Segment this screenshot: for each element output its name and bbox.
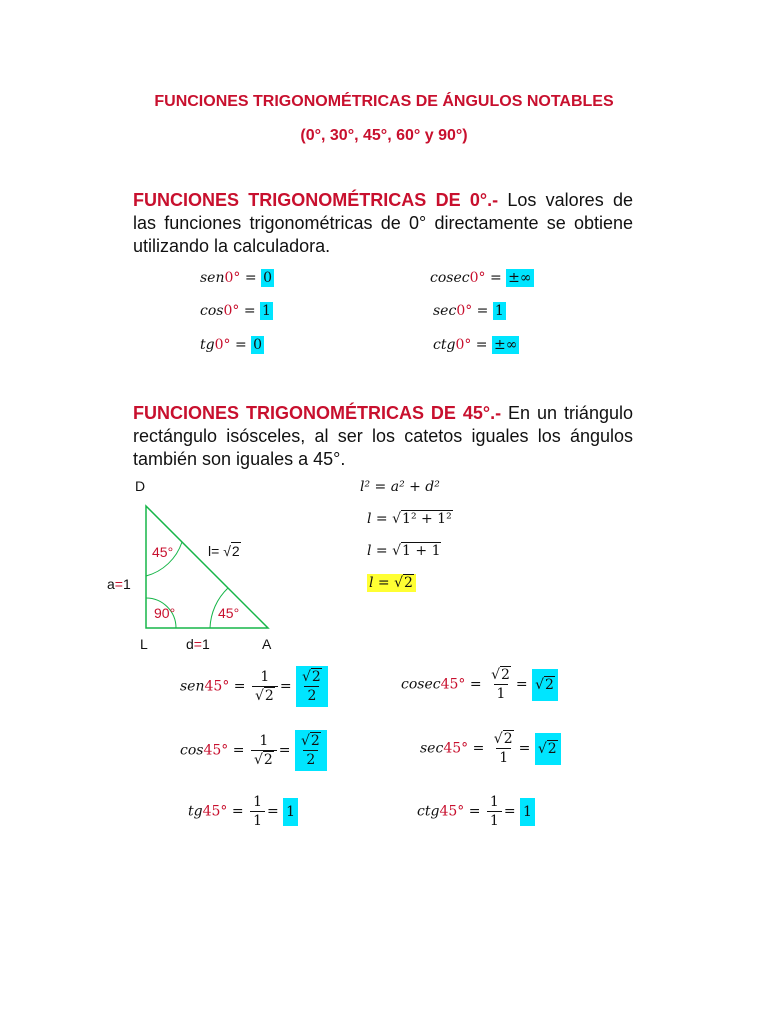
value: 0 (253, 337, 263, 353)
formula-cos45: cos45° = $\frac{1}{√2}$ = $\frac{√2}{2}$ (180, 730, 327, 771)
numerator: 1 (253, 794, 262, 810)
angle: 0° (224, 270, 241, 286)
angle: 45° (440, 676, 466, 693)
formula-sen45: sen45° = $\frac{1}{√2}$ = $\frac{√2}{2}$ (180, 666, 328, 707)
result-denominator: 2 (303, 750, 318, 769)
section-0-paragraph (133, 189, 633, 258)
fn-name: sec (420, 740, 444, 757)
hyp-sqrt: √2 (223, 543, 240, 559)
angle-top-label: 45° (152, 544, 174, 560)
angle: 45° (443, 740, 469, 757)
fn-name: cos (180, 742, 204, 759)
result-denominator: 2 (304, 686, 319, 705)
result-numerator-radicand: 2 (311, 669, 321, 685)
value: ±∞ (508, 270, 532, 286)
formula-tg0: tg0° = 0 (200, 337, 263, 353)
fn-name: cosec (430, 270, 470, 286)
fn-name: sen (180, 678, 205, 695)
fraction: $\frac{1}{√2}$ (251, 732, 277, 769)
vertex-a-label: A (262, 636, 272, 652)
page-subtitle: (0°, 30°, 45°, 60° y 90°) (300, 127, 468, 144)
result-box: √2 (532, 669, 558, 701)
fn-name: tg (200, 337, 215, 353)
denominator: 1 (496, 748, 511, 767)
lhs: l = (367, 543, 393, 559)
hyp-radicand: 2 (231, 543, 240, 559)
radicand: 1² + 1² (402, 511, 452, 527)
result-radicand: 2 (545, 676, 554, 693)
denominator-radicand: 2 (264, 688, 274, 704)
value: 0 (263, 270, 272, 286)
numerator: 1 (489, 794, 499, 810)
angle: 0° (469, 270, 486, 286)
page-title: FUNCIONES TRIGONOMÉTRICAS DE ÁNGULOS NOTABLES (154, 93, 614, 110)
vertex-d-label: D (135, 478, 146, 494)
angle: 0° (214, 337, 231, 353)
numerator: 1 (259, 733, 269, 749)
denominator: 1 (250, 811, 265, 830)
fraction (250, 793, 265, 830)
formula-cosec0: cosec0° = ±∞ (430, 270, 532, 286)
formula-ctg0: ctg0° = ±∞ (433, 337, 518, 353)
section-45-heading: FUNCIONES TRIGONOMÉTRICAS DE 45°.- (133, 403, 502, 423)
leg-a-name: a (107, 576, 115, 592)
section-0-heading: FUNCIONES TRIGONOMÉTRICAS DE 0°.- (133, 190, 499, 210)
denominator-radicand: 2 (263, 752, 273, 768)
denominator: 1 (487, 811, 502, 830)
result-box: √2 (535, 733, 561, 765)
pythag-line-3: l = √1 + 1 (367, 543, 441, 559)
fn-name: sec (433, 303, 457, 319)
angle-right-label: 45° (218, 605, 240, 621)
numerator-radicand: 2 (503, 731, 513, 747)
fraction: $\frac{√2}{1}$ (491, 667, 510, 702)
lhs: l = (369, 575, 395, 591)
fn-name: sen (200, 270, 225, 286)
result-box: $\frac{√2}{2}$ (295, 730, 327, 771)
radicand: 2 (404, 575, 413, 591)
fraction: $\frac{1}{√2}$ (252, 668, 278, 705)
angle: 45° (439, 803, 465, 820)
pythag-line-2: l = √1² + 1² (367, 511, 452, 527)
result-radicand: 2 (547, 740, 557, 757)
angle: 45° (203, 742, 229, 759)
lhs: l = (367, 511, 393, 527)
angle: 0° (455, 337, 472, 353)
formula-ctg45: ctg45° = $\frac{1}{1}$ = 1 (417, 793, 535, 830)
vertex-l-label: L (140, 636, 148, 652)
result-box: 1 (283, 798, 298, 826)
section-45-paragraph (133, 402, 633, 471)
result-box: $\frac{√2}{2}$ (296, 666, 328, 707)
fn-name: cosec (401, 676, 441, 693)
radicand: 1 + 1 (402, 543, 441, 559)
angle: 45° (202, 803, 228, 820)
angle: 0° (223, 303, 240, 319)
fn-name: tg (188, 803, 203, 820)
section-0-text: Los valores de las funciones trigonométricas de 0° directamente se obtiene utilizando la calculadora. (133, 190, 634, 256)
triangle-diagram (100, 470, 320, 660)
fn-name: ctg (433, 337, 456, 353)
result-numerator-radicand: 2 (310, 733, 320, 749)
right-angle-label: 90° (154, 605, 176, 621)
pythag-line-1: l² = a² + d² (360, 479, 440, 495)
fraction (487, 793, 502, 830)
formula-sec45: sec45° = $\frac{√2}{1}$ = √2 (420, 730, 561, 767)
section-45-text: En un triángulo rectángulo isósceles, al ser los catetos iguales los ángulos también son iguales a 45°. (133, 403, 633, 469)
formula-tg45: tg45° = $\frac{1}{1}$ = 1 (188, 793, 298, 830)
formula-sen0: sen0° = 0 (200, 270, 272, 286)
formula-cosec45: cosec45° = $\frac{√2}{1}$ = √2 (401, 666, 558, 703)
leg-a-label: a=1 (107, 576, 131, 592)
leg-a-value: 1 (122, 576, 131, 592)
formula-cos0: cos0° = 1 (200, 303, 271, 319)
value: 1 (262, 303, 271, 319)
leg-d-label: d=1 (186, 636, 210, 652)
angle: 0° (456, 303, 473, 319)
value: ±∞ (494, 337, 518, 353)
hypotenuse-label (208, 543, 241, 559)
result-box: 1 (520, 798, 535, 826)
fn-name: cos (200, 303, 224, 319)
angle: 45° (204, 678, 230, 695)
value: 1 (494, 303, 504, 319)
leg-d-value: 1 (201, 636, 210, 652)
numerator: 1 (260, 669, 270, 685)
fn-name: ctg (417, 803, 440, 820)
pythag-line-4: l = √2 (367, 575, 416, 591)
formula-sec0: sec0° = 1 (433, 303, 504, 319)
denominator: 1 (494, 684, 509, 703)
numerator-radicand: 2 (500, 667, 510, 683)
hyp-text: l= (208, 543, 224, 559)
fraction: $\frac{√2}{1}$ (493, 731, 513, 766)
leg-d-name: d (186, 636, 194, 652)
